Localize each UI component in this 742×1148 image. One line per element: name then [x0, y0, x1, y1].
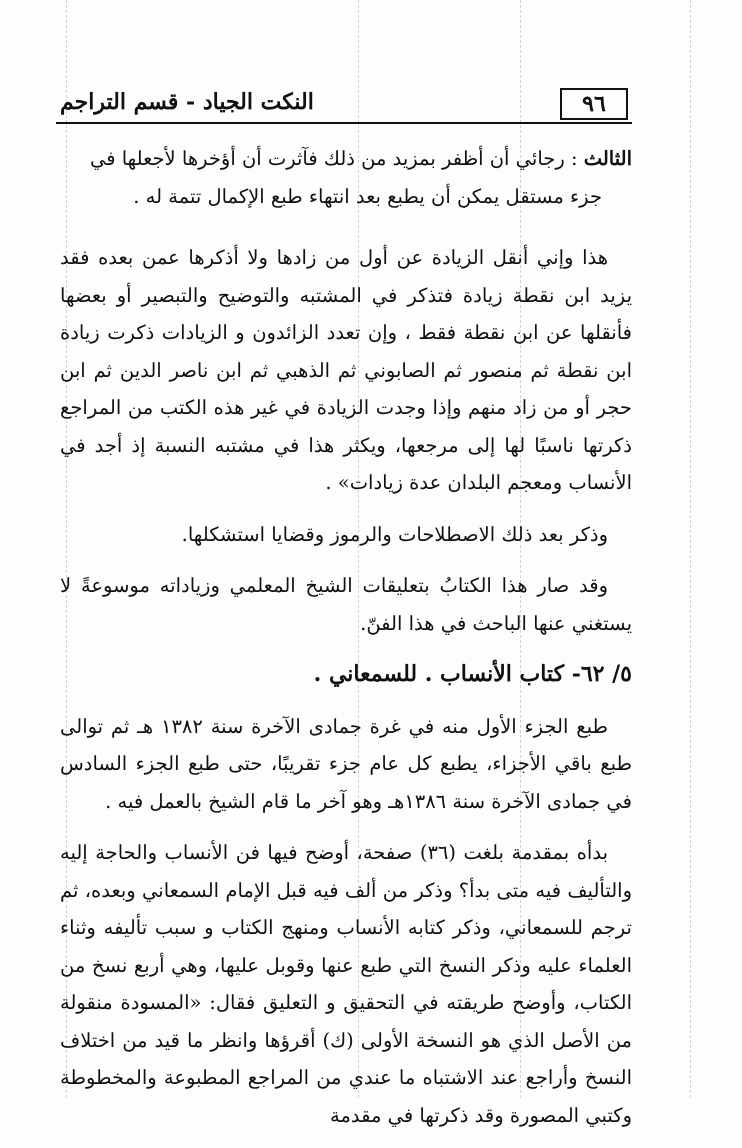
paragraph: بدأه بمقدمة بلغت (٣٦) صفحة، أوضح فيها فن الأنساب والحاجة إليه والتأليف فيه متى بدأ؟ وذكر من ألف فيه قبل الإمام السمعاني وبعده، ثم ترجم للسمعاني، وذكر كتابه الأنساب ومنهج الكتاب و سبب تأليفه وثناء العلماء عليه وذكر النسخ التي طبع عنها وقوبل عليها، وهي أربع نسخ من الكتاب، وأوضح طريقته في التحقيق و التعليق فقال: «المسودة منقولة من الأصل الذي هو النسخة الأولى (ك) أقرؤها وانظر ما قيد من اختلاف النسخ وأراجع عند الاشتباه ما عندي من المراجع المطبوعة والمخطوطة وكتبي المصورة وقد ذكرتها في مقدمة [60, 841, 632, 1127]
paragraph-lead: الثالث [583, 147, 632, 170]
page-number: ٩٦ [560, 88, 628, 120]
page-header [56, 76, 632, 124]
paragraph: وقد صار هذا الكتابُ بتعليقات الشيخ المعلمي وزياداته موسوعةً لا يستغني عنها الباحث في هذا الفنّ. [60, 574, 632, 635]
section-heading: ٥/ ٦٢- كتاب الأنساب . للسمعاني . [313, 661, 632, 687]
paragraph [60, 140, 632, 178]
paragraph: جزء مستقل يمكن أن يطبع بعد انتهاء طبع الإكمال تتمة له . [133, 184, 602, 208]
paragraph: هذا وإني أنقل الزيادة عن أول من زادها ولا أذكرها عمن بعده فقد يزيد ابن نقطة زيادة فتذكر في المشتبه والتوضيح والتبصير أو بعضها فأنقلها عن ابن نقطة فقط ، وإن تعدد الزائدون و الزيادات ذكرت زيادة ابن نقطة ثم منصور ثم الصابوني ثم الذهبي ثم ابن ناصر الدين ثم ابن حجر أو من زاد منهم وإذا وجدت الزيادة في غير هذه الكتب من المراجع ذكرتها ناسبًا لها إلى مرجعها، ويكثر هذا في مشتبه النسبة إذ أجد في الأنساب ومعجم البلدان عدة زيادات» . [60, 246, 632, 494]
header-rule [56, 122, 632, 124]
body-text [60, 140, 632, 1148]
guide-line [690, 0, 691, 1098]
paragraph: وذكر بعد ذلك الاصطلاحات والرموز وقضايا استشكلها. [181, 522, 608, 546]
paragraph: طبع الجزء الأول منه في غرة جمادى الآخرة سنة ١٣٨٢ هـ ثم توالى طبع باقي الأجزاء، يطبع كل عام جزء تقريبًا، حتى طبع الجزء السادس في جمادى الآخرة سنة ١٣٨٦هـ وهو آخر ما قام الشيخ بالعمل فيه . [60, 714, 632, 813]
running-title: النكت الجياد - قسم التراجم [60, 89, 314, 115]
paragraph-text: : رجائي أن أظفر بمزيد من ذلك فآثرت أن أؤخرها لأجعلها في [89, 147, 578, 170]
